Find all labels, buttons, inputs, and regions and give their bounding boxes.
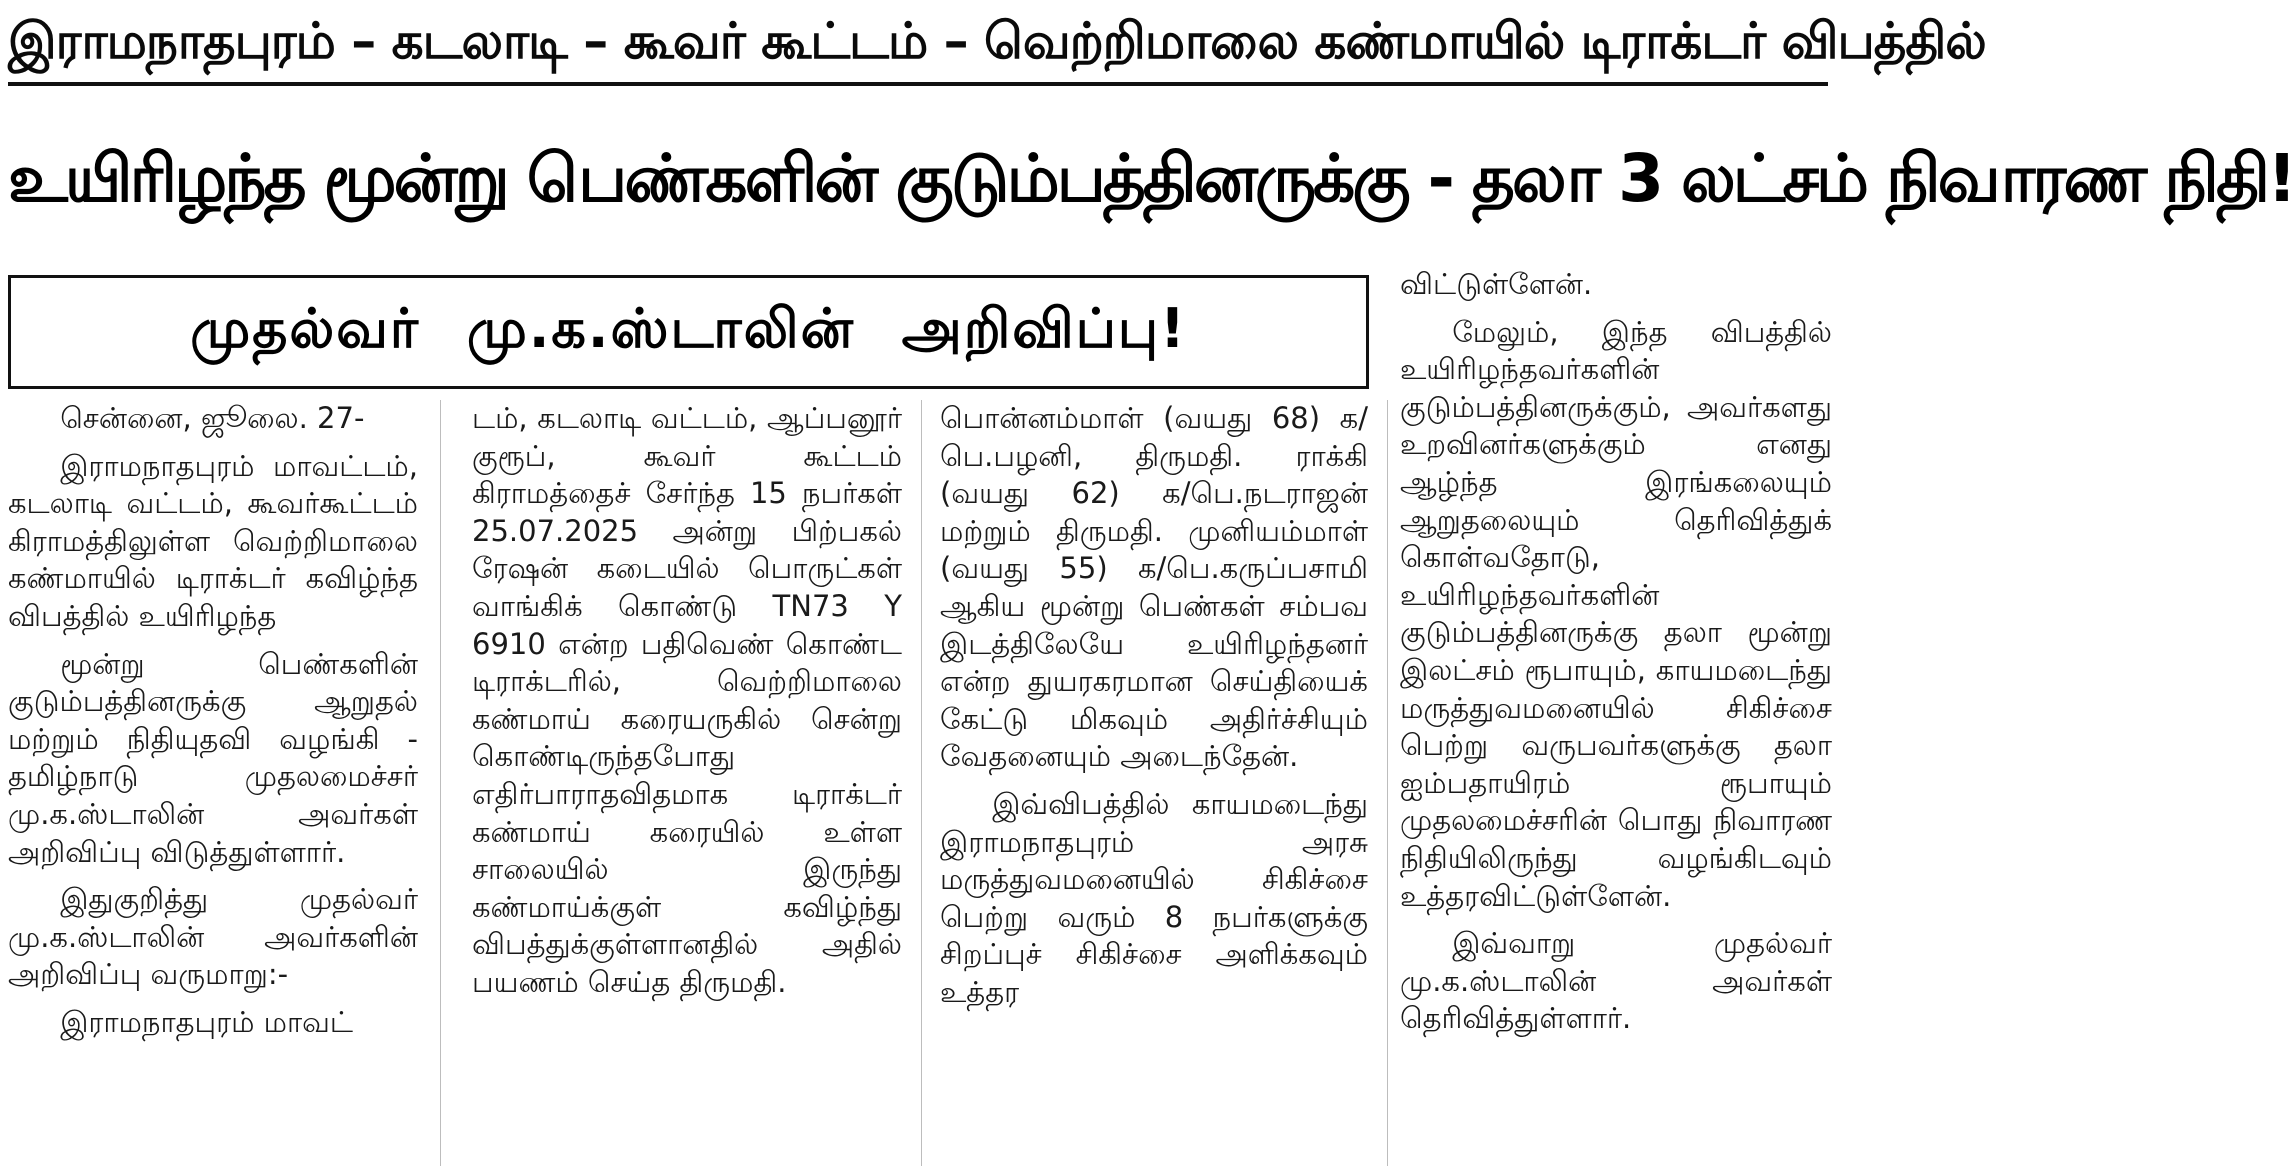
paragraph: விட்டுள்ளேன். xyxy=(1400,267,1593,301)
article-column-3 xyxy=(940,400,1368,1166)
dateline: சென்னை, ஜூலை. 27- xyxy=(60,401,365,435)
column-divider xyxy=(440,400,441,1166)
paragraph: இவ்விபத்தில் காயமடைந்து இராமநாதபுரம் அரசு மருத்துவமனையில் சிகிச்சை பெற்று வரும் 8 நபர்களுக்கு சிறப்புச் சிகிச்சை அளிக்கவும் உத்தர xyxy=(940,786,1368,1009)
paragraph: இராமநாதபுரம் மாவட் xyxy=(60,1004,353,1039)
main-headline: உயிரிழந்த மூன்று பெண்களின் குடும்பத்தினருக்கு - தலா 3 லட்சம் நிவாரண நிதி! xyxy=(8,140,2294,217)
paragraph: மேலும், இந்த விபத்தில் உயிரிழந்தவர்களின் குடும்பத்தினருக்கும், அவர்களது உறவினர்களுக்கும் எனது ஆழ்ந்த இரங்கலையும் ஆறுதலையும் தெரிவித்துக் கொள்வதோடு, உயிரிழந்தவர்களின் குடும்பத்தினருக்கு தலா மூன்று இலட்சம் ரூபாயும், காயமடைந்து மருத்துவமனையில் சிகிச்சை பெற்று வருபவர்களுக்கு தலா ஐம்பதாயிரம் ரூபாயும் முதலமைச்சரின் பொது நிவாரண நிதியிலிருந்து வழங்கிடவும் உத்தரவிட்டுள்ளேன். xyxy=(1400,314,1832,913)
article-column-1 xyxy=(8,400,418,1166)
column-divider xyxy=(1387,400,1388,1166)
paragraph: மூன்று பெண்களின் குடும்பத்தினருக்கு ஆறுதல் மற்றும் நிதியுதவி வழங்கி - தமிழ்நாடு முதலமைச்சர் மு.க.ஸ்டாலின் அவர்கள் அறிவிப்பு விடுத்துள்ளார். xyxy=(8,646,418,869)
article-column-4 xyxy=(1400,266,1832,1036)
subhead: முதல்வர் மு.க.ஸ்டாலின் அறிவிப்பு! xyxy=(190,296,1187,360)
article-column-2 xyxy=(472,400,902,1166)
paragraph: டம், கடலாடி வட்டம், ஆப்பனூர் குரூப், கூவர் கூட்டம் கிராமத்தைச் சேர்ந்த 15 நபர்கள் 25.07.2025 அன்று பிற்பகல் ரேஷன் கடையில் பொருட்கள் வாங்கிக் கொண்டு TN73 Y 6910 என்ற பதிவெண் கொண்ட டிராக்டரில், வெற்றிமாலை கண்மாய் கரையருகில் சென்று கொண்டிருந்தபோது எதிர்பாராதவிதமாக டிராக்டர் கண்மாய் கரையில் உள்ள சாலையில் இருந்து கண்மாய்க்குள் கவிழ்ந்து விபத்துக்குள்ளானதில் அதில் பயணம் செய்த திருமதி. xyxy=(472,401,902,999)
kicker-underline xyxy=(8,82,1828,86)
paragraph: இதுகுறித்து முதல்வர் மு.க.ஸ்டாலின் அவர்களின் அறிவிப்பு வருமாறு:- xyxy=(8,882,418,992)
kicker-headline: இராமநாதபுரம் – கடலாடி – கூவர் கூட்டம் – வெற்றிமாலை கண்மாயில் டிராக்டர் விபத்தில் xyxy=(8,12,1986,70)
paragraph: பொன்னம்மாள் (வயது 68) க/பெ.பழனி, திருமதி. ராக்கி (வயது 62) க/பெ.நடராஜன் மற்றும் திருமதி. முனியம்மாள் (வயது 55) க/பெ.கருப்பசாமி ஆகிய மூன்று பெண்கள் சம்பவ இடத்திலேயே உயிரிழந்தனர் என்ற துயரகரமான செய்தியைக் கேட்டு மிகவும் அதிர்ச்சியும் வேதனையும் அடைந்தேன். xyxy=(940,401,1368,774)
column-divider xyxy=(921,400,922,1166)
subhead-box xyxy=(8,275,1369,389)
paragraph: இராமநாதபுரம் மாவட்டம், கடலாடி வட்டம், கூவர்கூட்டம் கிராமத்திலுள்ள வெற்றிமாலை கண்மாயில் டிராக்டர் கவிழ்ந்த விபத்தில் உயிரிழந்த xyxy=(8,448,418,633)
paragraph: இவ்வாறு முதல்வர் மு.க.ஸ்டாலின் அவர்கள் தெரிவித்துள்ளார். xyxy=(1400,926,1832,1036)
